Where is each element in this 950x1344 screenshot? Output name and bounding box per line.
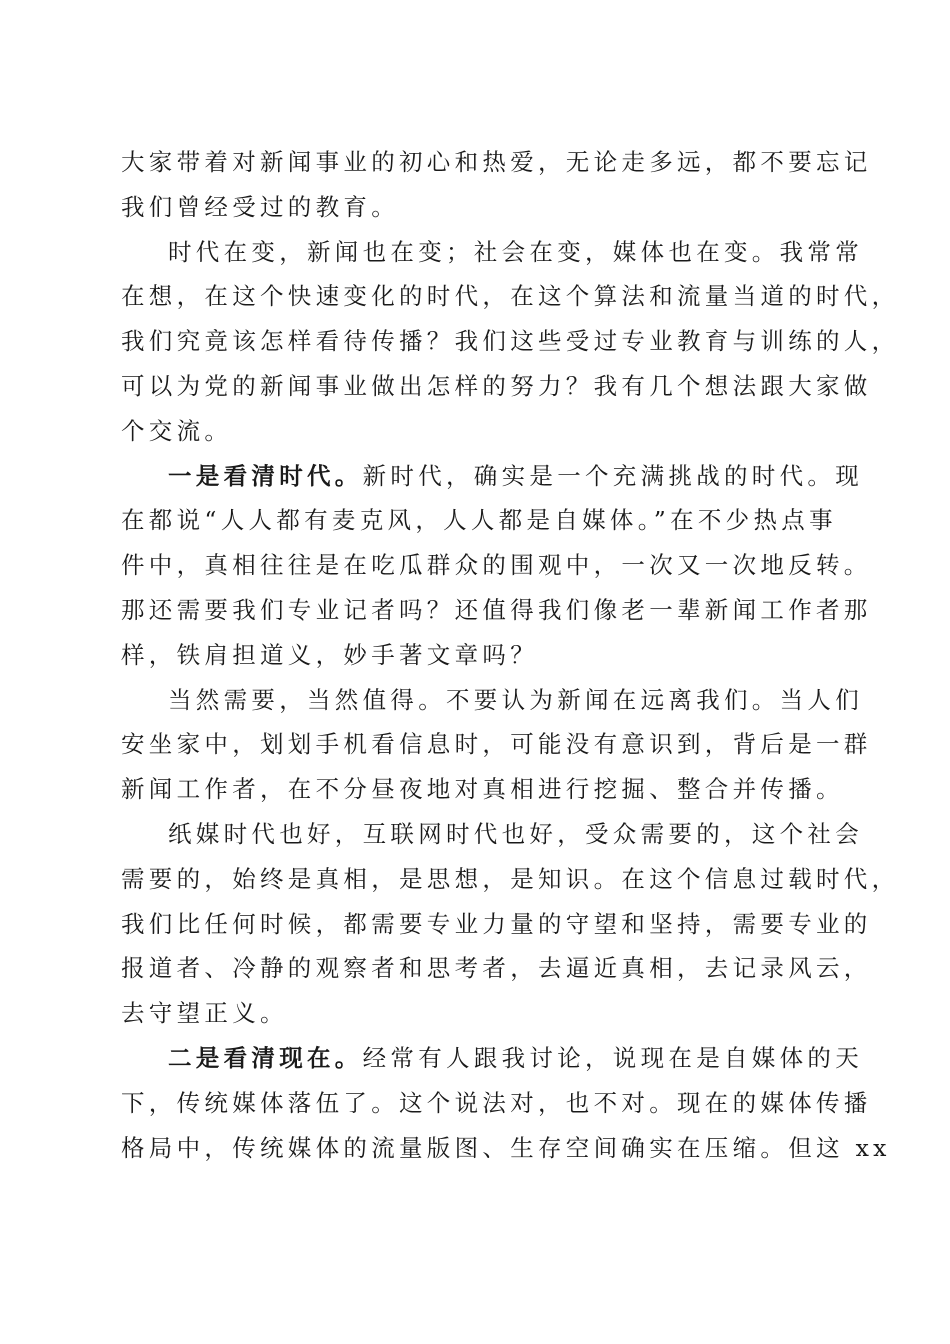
text-line: 我们比任何时候，都需要专业力量的守望和坚持，需要专业的 (121, 909, 872, 938)
text-line: 我们曾经受过的教育。 (121, 192, 399, 221)
paragraph-1 (121, 140, 872, 230)
section-heading: 二是看清现在。 (168, 1043, 363, 1072)
text-line: 大家带着对新闻事业的初心和热爱，无论走多远，都不要忘记 (121, 148, 872, 176)
text-line: 在都说“人人都有麦克风，人人都是自媒体。”在不少热点事 (121, 506, 837, 535)
text-line: 需要的，始终是真相，是思想，是知识。在这个信息过载时代， (121, 864, 900, 893)
text-line: 格局中，传统媒体的流量版图、生存空间确实在压缩。但这 xx (121, 1133, 891, 1162)
text-line: 安坐家中，划划手机看信息时，可能没有意识到，背后是一群 (121, 730, 872, 759)
text-line: 去守望正义。 (121, 999, 288, 1028)
text-line: 下，传统媒体落伍了。这个说法对，也不对。现在的媒体传播 (121, 1088, 872, 1117)
text-line: 时代在变，新闻也在变；社会在变，媒体也在变。我常常 (168, 237, 863, 266)
text-line: 个交流。 (121, 416, 233, 445)
text-run: 经常有人跟我讨论，说现在是自媒体的天 (362, 1043, 864, 1072)
text-line: 可以为党的新闻事业做出怎样的努力？我有几个想法跟大家做 (121, 371, 872, 400)
text-line: 样，铁肩担道义，妙手著文章吗？ (121, 640, 538, 669)
text-line: 报道者、冷静的观察者和思考者，去逼近真相，去记录风云， (121, 954, 872, 983)
document-body (121, 140, 900, 1170)
paragraph-6 (121, 1036, 891, 1170)
section-heading: 一是看清时代。 (168, 461, 363, 490)
text-line: 在想，在这个快速变化的时代，在这个算法和流量当道的时代， (121, 282, 900, 311)
paragraph-2 (121, 230, 900, 454)
text-line: 当然需要，当然值得。不要认为新闻在远离我们。当人们 (168, 685, 863, 714)
text-run: 新时代，确实是一个充满挑战的时代。现 (362, 461, 864, 490)
text-line (121, 1036, 864, 1081)
text-line: 我们究竟该怎样看待传播？我们这些受过专业教育与训练的人， (121, 327, 900, 356)
paragraph-4 (121, 678, 872, 812)
text-line: 那还需要我们专业记者吗？还值得我们像老一辈新闻工作者那 (121, 595, 872, 624)
text-line (121, 454, 864, 499)
text-line: 新闻工作者，在不分昼夜地对真相进行挖掘、整合并传播。 (121, 775, 844, 804)
paragraph-5 (121, 812, 900, 1036)
text-line: 件中，真相往往是在吃瓜群众的围观中，一次又一次地反转。 (121, 551, 872, 580)
paragraph-3 (121, 454, 872, 678)
text-line: 纸媒时代也好，互联网时代也好，受众需要的，这个社会 (168, 819, 863, 848)
